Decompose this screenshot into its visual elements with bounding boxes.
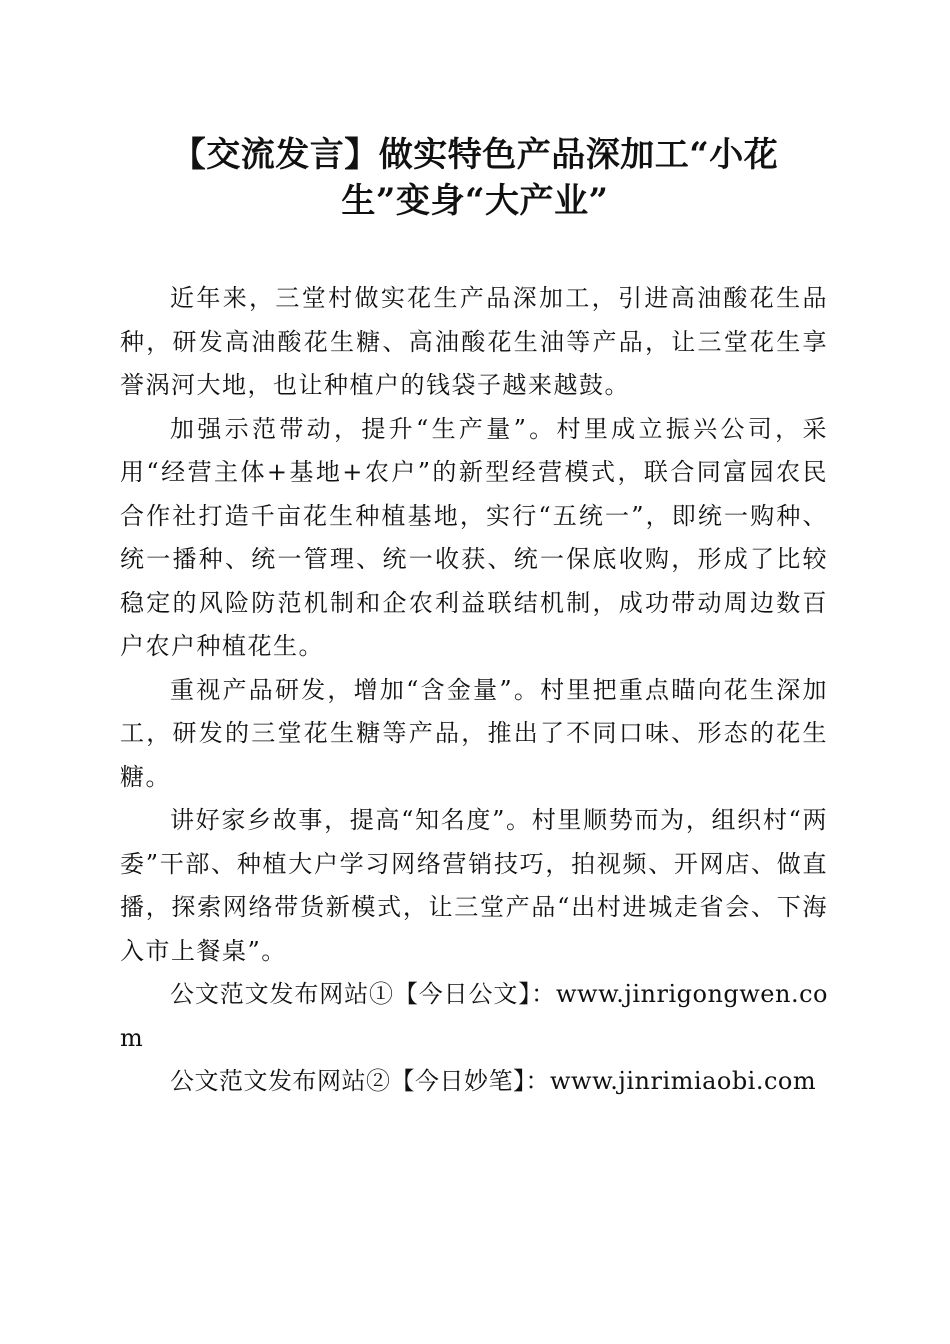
document-body <box>120 277 828 1104</box>
document-title: 【交流发言】做实特色产品深加工“小花生”变身“大产业” <box>171 135 779 221</box>
paragraph-promotion: 讲好家乡故事，提高“知名度”。村里顺势而为，组织村“两委”干部、种植大户学习网络营销技巧，拍视频、开网店、做直播，探索网络带货新模式，让三堂产品“出村进城走省会、下海入市上餐桌”。 <box>120 806 828 965</box>
paragraph-production: 加强示范带动，提升“生产量”。村里成立振兴公司，采用“经营主体+基地+农户”的新型经营模式，联合同富园农民合作社打造千亩花生种植基地，实行“五统一”，即统一购种、统一播种、统一管理、统一收获、统一保底收购，形成了比较稳定的风险防范机制和企农利益联结机制，成功带动周边数百户农户种植花生。 <box>120 414 828 660</box>
paragraph-intro: 近年来，三堂村做实花生产品深加工，引进高油酸花生品种，研发高油酸花生糖、高油酸花生油等产品，让三堂花生享誉涡河大地，也让种植户的钱袋子越来越鼓。 <box>120 284 828 399</box>
paragraph-research: 重视产品研发，增加“含金量”。村里把重点瞄向花生深加工，研发的三堂花生糖等产品，推出了不同口味、形态的花生糖。 <box>120 675 828 791</box>
footer-site-1: 公文范文发布网站①【今日公文】：www.jinrigongwen.com <box>120 980 828 1052</box>
footer-site-2: 公文范文发布网站②【今日妙笔】：www.jinrimiaobi.com <box>170 1067 817 1095</box>
